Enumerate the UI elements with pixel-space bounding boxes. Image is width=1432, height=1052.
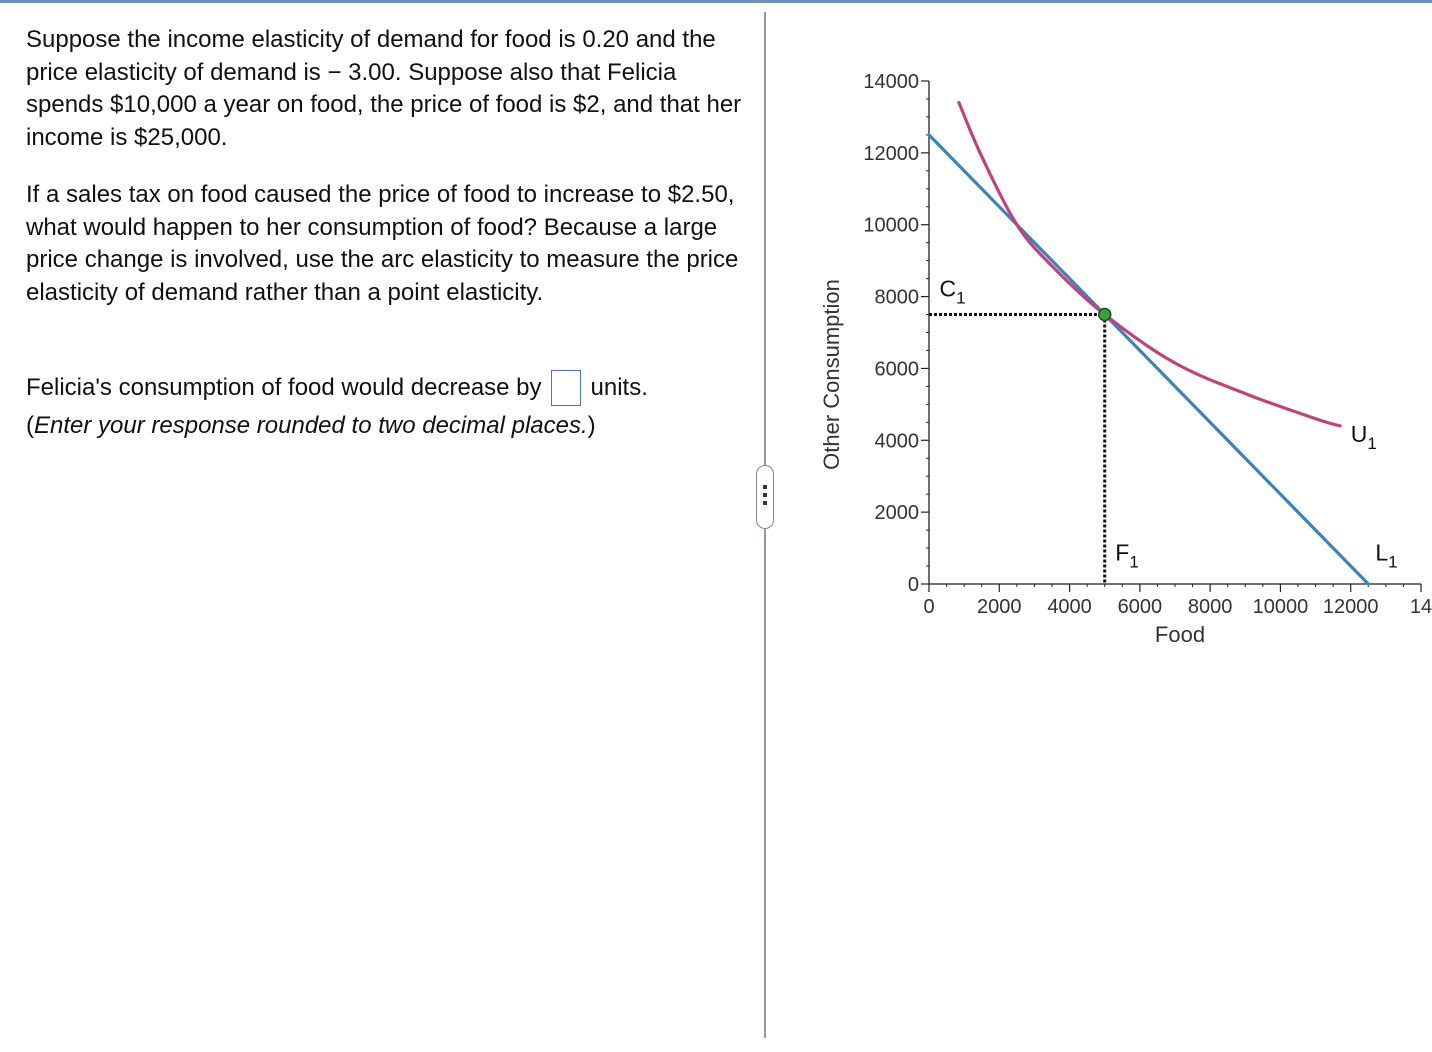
- y-tick-label: 10000: [863, 214, 919, 237]
- y-tick-label: 12000: [863, 142, 919, 165]
- answer-hint: (Enter your response rounded to two decimal places.): [26, 412, 596, 439]
- y-tick-label: 8000: [874, 286, 919, 309]
- x-tick-label: 4000: [1047, 596, 1092, 618]
- answer-prefix: Felicia's consumption of food would decrease by: [26, 374, 542, 401]
- x-tick-label: 12000: [1322, 596, 1379, 618]
- question-paragraph-2: If a sales tax on food caused the price of food to increase to $2.50, what would happen to her consumption of food? Because a large price change is involved, use the arc elasticity to measure the price elasticity of demand rather than a point elasticity.: [26, 181, 739, 306]
- label-f1: $F_1$: [1115, 539, 1139, 572]
- y-tick-label: 2000: [874, 502, 919, 525]
- indifference-curve-u1[interactable]: [959, 103, 1340, 426]
- x-tick-label: 0: [923, 596, 935, 618]
- y-tick-label: 6000: [874, 358, 919, 381]
- hint-text: Enter your response rounded to two decimal places.: [34, 412, 588, 439]
- y-tick-label: 0: [907, 574, 919, 596]
- label-u1: $U_1$: [1350, 421, 1377, 454]
- x-tick-label: 2000: [977, 596, 1022, 618]
- answer-suffix: units.: [590, 374, 648, 401]
- answer-input[interactable]: [551, 370, 581, 406]
- top-rule: [0, 0, 1432, 3]
- question-paragraph-1: Suppose the income elasticity of demand for food is 0.20 and the price elasticity of demand is − 3.00. Suppose also that Felicia spends $10,000 a year on food, the price of food is $2, and that her income is $25,000.: [26, 26, 742, 151]
- optimum-point[interactable]: [1099, 309, 1111, 321]
- pane-resize-handle[interactable]: [756, 465, 774, 529]
- y-tick-label: 14000: [863, 71, 919, 93]
- label-c1: $C_1$: [939, 275, 966, 308]
- y-tick-label: 4000: [874, 430, 919, 453]
- indifference-chart[interactable]: [800, 40, 1432, 660]
- question-pane: [26, 24, 746, 309]
- x-tick-label: 10000: [1252, 596, 1309, 618]
- x-axis-label: Food: [1154, 622, 1206, 647]
- x-tick-label: 6000: [1117, 596, 1163, 618]
- y-axis-label: Other Consumption: [819, 279, 844, 470]
- budget-line-l1[interactable]: [929, 135, 1368, 584]
- answer-line: [26, 368, 648, 408]
- x-tick-label: 8000: [1187, 596, 1233, 618]
- label-l1: $L_1$: [1375, 539, 1398, 572]
- drag-dots-icon: [763, 485, 767, 509]
- x-tick-label: 14: [1409, 596, 1432, 618]
